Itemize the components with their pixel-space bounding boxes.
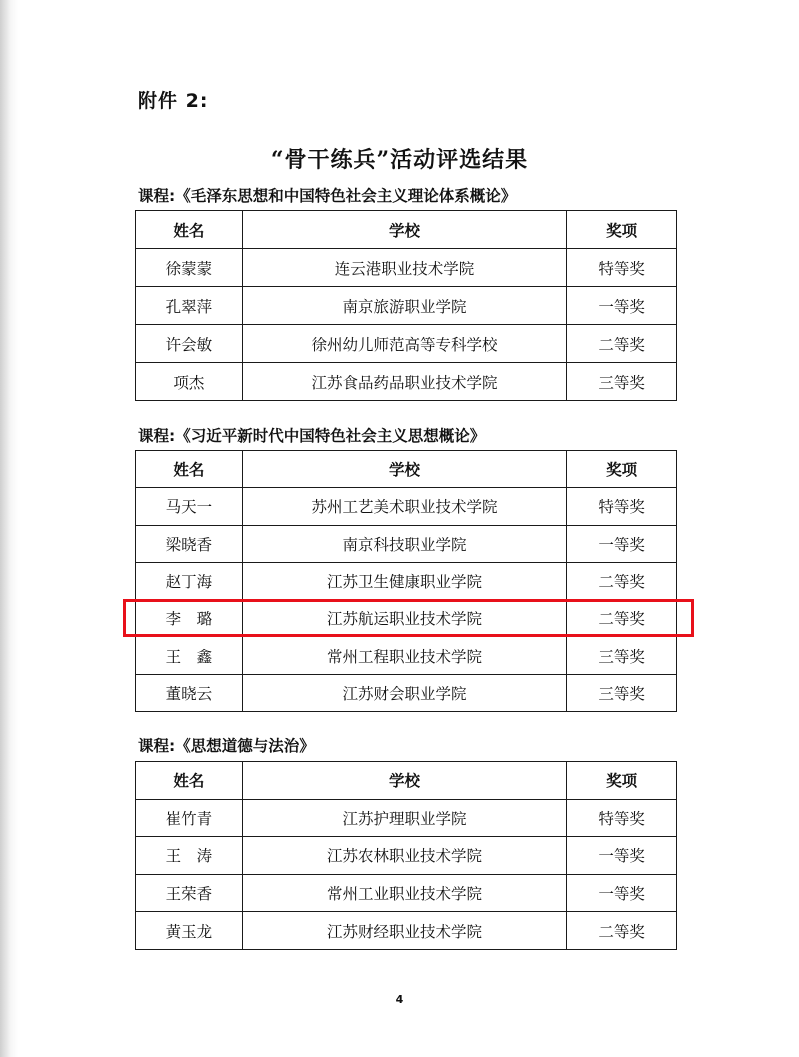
header-school: 学校 — [242, 211, 566, 249]
table-row — [136, 325, 677, 363]
results-table-2 — [135, 450, 677, 712]
cell-award: 三等奖 — [567, 363, 677, 401]
cell-school: 南京科技职业学院 — [242, 525, 566, 562]
table-header-row — [136, 211, 677, 249]
cell-award: 二等奖 — [567, 325, 677, 363]
cell-award: 特等奖 — [567, 799, 677, 837]
cell-name: 赵丁海 — [136, 562, 243, 599]
cell-award: 一等奖 — [567, 837, 677, 875]
cell-school: 徐州幼儿师范高等专科学校 — [242, 325, 566, 363]
table-row — [136, 674, 677, 711]
table-row — [136, 525, 677, 562]
table-row — [136, 287, 677, 325]
cell-school: 江苏航运职业技术学院 — [242, 600, 566, 637]
results-table-3 — [135, 761, 677, 950]
cell-name: 王 鑫 — [136, 637, 243, 674]
cell-name: 许会敏 — [136, 325, 243, 363]
attachment-label: 附件 2: — [138, 90, 209, 112]
document-title: “骨干练兵”活动评选结果 — [270, 147, 529, 173]
cell-name: 崔竹青 — [136, 799, 243, 837]
table-row — [136, 874, 677, 912]
cell-school: 常州工业职业技术学院 — [242, 874, 566, 912]
cell-name: 马天一 — [136, 488, 243, 525]
course-heading-2: 课程:《习近平新时代中国特色社会主义思想概论》 — [138, 427, 486, 445]
cell-award: 一等奖 — [567, 525, 677, 562]
cell-award: 三等奖 — [567, 674, 677, 711]
table-row — [136, 363, 677, 401]
cell-name: 李 璐 — [136, 600, 243, 637]
page-number: 4 — [395, 993, 404, 1006]
header-name: 姓名 — [136, 451, 243, 488]
table-header-row — [136, 451, 677, 488]
header-name: 姓名 — [136, 211, 243, 249]
cell-award: 一等奖 — [567, 874, 677, 912]
header-award: 奖项 — [567, 762, 677, 800]
table-row — [136, 562, 677, 599]
cell-award: 三等奖 — [567, 637, 677, 674]
cell-school: 江苏财经职业技术学院 — [242, 912, 566, 950]
cell-school: 江苏护理职业学院 — [242, 799, 566, 837]
cell-school: 江苏卫生健康职业学院 — [242, 562, 566, 599]
cell-award: 二等奖 — [567, 600, 677, 637]
highlight-box — [123, 599, 694, 637]
header-award: 奖项 — [567, 451, 677, 488]
cell-name: 王荣香 — [136, 874, 243, 912]
course-heading-3: 课程:《思想道德与法治》 — [138, 737, 315, 755]
cell-award: 特等奖 — [567, 488, 677, 525]
cell-school: 江苏财会职业学院 — [242, 674, 566, 711]
cell-award: 一等奖 — [567, 287, 677, 325]
cell-name: 徐蒙蒙 — [136, 249, 243, 287]
cell-school: 南京旅游职业学院 — [242, 287, 566, 325]
table-row — [136, 837, 677, 875]
cell-school: 常州工程职业技术学院 — [242, 637, 566, 674]
cell-name: 项杰 — [136, 363, 243, 401]
header-school: 学校 — [242, 762, 566, 800]
cell-school: 苏州工艺美术职业技术学院 — [242, 488, 566, 525]
table-header-row — [136, 762, 677, 800]
cell-name: 王 涛 — [136, 837, 243, 875]
course-heading-1: 课程:《毛泽东思想和中国特色社会主义理论体系概论》 — [138, 187, 517, 205]
cell-school: 江苏食品药品职业技术学院 — [242, 363, 566, 401]
cell-award: 二等奖 — [567, 562, 677, 599]
header-award: 奖项 — [567, 211, 677, 249]
cell-name: 黄玉龙 — [136, 912, 243, 950]
cell-school: 连云港职业技术学院 — [242, 249, 566, 287]
cell-award: 二等奖 — [567, 912, 677, 950]
cell-name: 梁晓香 — [136, 525, 243, 562]
cell-award: 特等奖 — [567, 249, 677, 287]
table-row — [136, 488, 677, 525]
table-row — [136, 799, 677, 837]
table-row — [136, 249, 677, 287]
header-name: 姓名 — [136, 762, 243, 800]
cell-name: 孔翠萍 — [136, 287, 243, 325]
cell-name: 董晓云 — [136, 674, 243, 711]
header-school: 学校 — [242, 451, 566, 488]
table-row — [136, 637, 677, 674]
results-table-1 — [135, 210, 677, 401]
table-row — [136, 912, 677, 950]
cell-school: 江苏农林职业技术学院 — [242, 837, 566, 875]
